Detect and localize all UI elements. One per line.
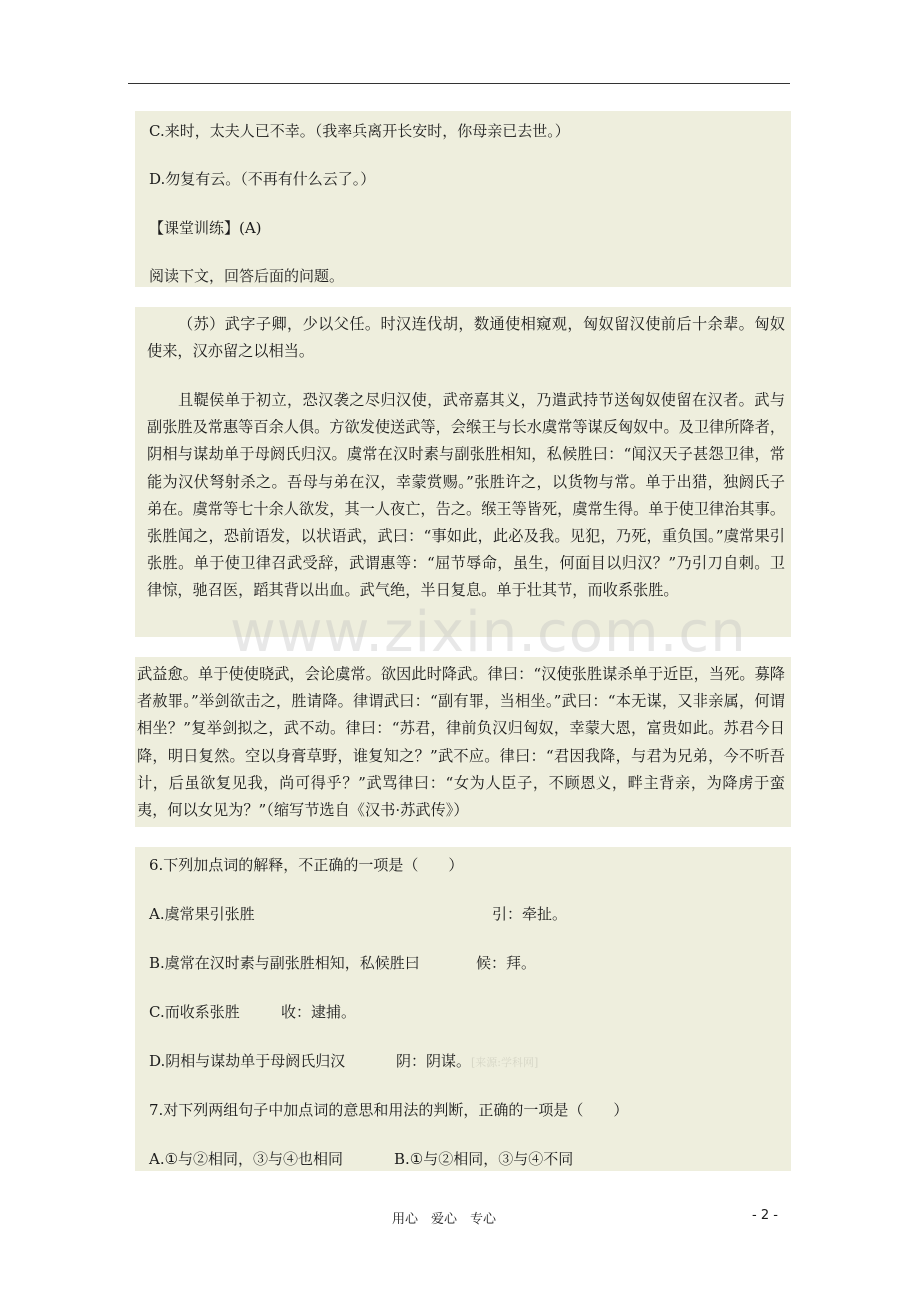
question-6-option-c-gloss: 收：逮捕。 [281, 1003, 357, 1021]
questions-block [135, 847, 791, 1171]
question-6-stem: 6.下列加点词的解释，不正确的一项是（ ） [149, 856, 464, 874]
footer-motto: 用心 爱心 专心 [392, 1212, 497, 1227]
source-mark: [来源:学科网] [471, 1056, 539, 1069]
header-rule [128, 83, 790, 84]
passage-paragraph-3: 武益愈。单于使使晓武，会论虞常。欲因此时降武。律曰：“汉使张胜谋杀单于近臣，当死。募降者赦罪。”举剑欲击之，胜请降。律谓武曰：“副有罪，当相坐。”武曰：“本无谋，又非亲属，何谓相坐？”复举剑拟之，武不动。律曰：“苏君，律前负汉归匈奴，幸蒙大恩，富贵如此。苏君今日降，明日复然。空以身膏草野，谁复知之？”武不应。律曰：“君因我降，与君为兄弟，今不听吾计，后虽欲复见我，尚可得乎？”武骂律曰：“女为人臣子，不顾恩义，畔主背亲，为降虏于蛮夷，何以女见为？”（缩写节选自《汉书·苏武传》） [137, 665, 785, 820]
question-6-option-b-gloss: 候：拜。 [476, 954, 537, 972]
passage-paragraph-1: （苏）武字子卿，少以父任。时汉连伐胡，数通使相窥观，匈奴留汉使前后十余辈。匈奴使来，汉亦留之以相当。 [147, 315, 785, 361]
page-number: - 2 - [752, 1208, 778, 1223]
watermark: www.zixin.com.cn [230, 600, 747, 665]
passage-paragraph-2: 且鞮侯单于初立，恐汉袭之尽归汉使，武帝嘉其义，乃遣武持节送匈奴使留在汉者。武与副张胜及常惠等百余人俱。方欲发使送武等，会缑王与长水虞常等谋反匈奴中。及卫律所降者，阴相与谋劫单于母阏氏归汉。虞常在汉时素与副张胜相知，私候胜曰：“闻汉天子甚怨卫律，常能为汉伏弩射杀之。吾母与弟在汉，幸蒙赏赐。”张胜许之，以货物与常。单于出猎，独阏氏子弟在。虞常等七十余人欲发，其一人夜亡，告之。缑王等皆死，虞常生得。单于使卫律治其事。张胜闻之，恐前语发，以状语武，武曰：“事如此，此必及我。见犯，乃死，重负国。”虞常果引张胜。单于使卫律召武受辞，武谓惠等：“屈节辱命，虽生，何面目以归汉？”乃引刀自刺。卫律惊，驰召医，蹈其背以出血。武气绝，半日复息。单于壮其节，而收系张胜。 [147, 391, 785, 600]
intro-block [135, 111, 791, 287]
question-7-stem: 7.对下列两组句子中加点词的意思和用法的判断，正确的一项是（ ） [149, 1101, 629, 1119]
question-6-option-d-gloss: 阴：阴谋。 [396, 1052, 472, 1070]
section-heading: 【课堂训练】(A) [149, 219, 262, 237]
passage-continuation-block [135, 657, 791, 827]
question-6-option-a-gloss: 引：牵扯。 [492, 905, 568, 923]
question-7-option-a: A.①与②相同，③与④也相同 [149, 1150, 344, 1168]
question-6-option-b: B.虞常在汉时素与副张胜相知，私候胜曰 [149, 954, 420, 972]
question-7-option-b: B.①与②相同，③与④不同 [394, 1150, 574, 1168]
option-c-line: C.来时，太夫人已不幸。（我率兵离开长安时，你母亲已去世。） [149, 122, 570, 140]
question-6-option-a: A.虞常果引张胜 [149, 905, 255, 923]
reading-instruction: 阅读下文，回答后面的问题。 [149, 267, 345, 285]
option-d-line: D.勿复有云。（不再有什么云了。） [149, 170, 376, 188]
question-6-option-d: D.阴相与谋劫单于母阏氏归汉 [149, 1052, 346, 1070]
passage-block [135, 307, 791, 637]
question-6-option-c: C.而收系张胜 [149, 1003, 240, 1021]
